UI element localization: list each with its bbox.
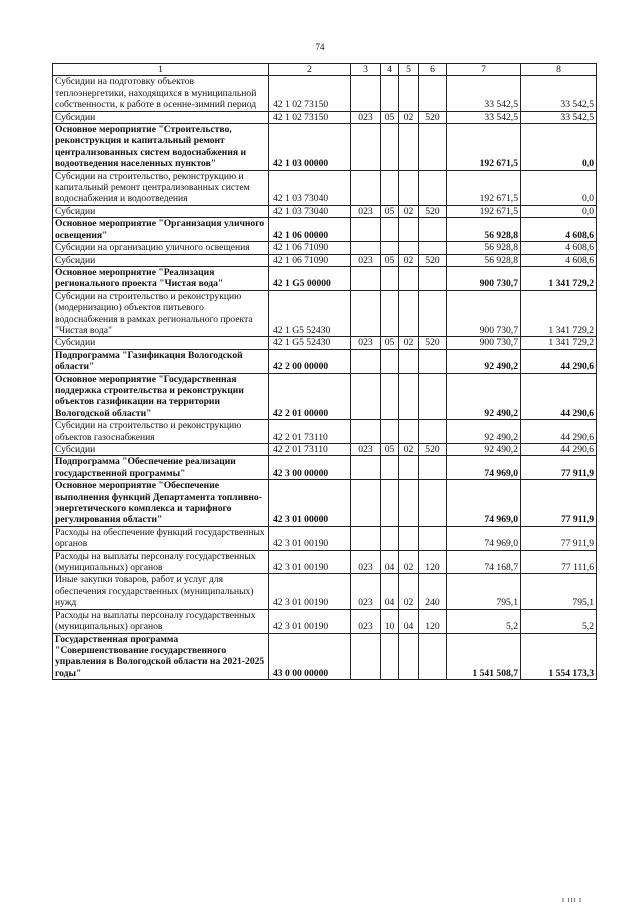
- row-section: 05: [381, 205, 399, 217]
- row-sum-2021: 192 671,5: [447, 124, 521, 171]
- row-section: [381, 290, 399, 337]
- row-grbs: 023: [351, 111, 381, 123]
- row-sum-2022: 44 290,6: [521, 420, 597, 444]
- row-expense-type: 520: [419, 254, 447, 266]
- row-grbs: 023: [351, 444, 381, 456]
- row-expense-type: [419, 633, 447, 680]
- row-grbs: [351, 349, 381, 373]
- row-sum-2021: 74 168,7: [447, 550, 521, 574]
- row-name: Подпрограмма "Обеспечение реализации государственной программы": [53, 456, 269, 480]
- row-grbs: [351, 373, 381, 420]
- row-expense-type: [419, 170, 447, 205]
- row-name: Основное мероприятие "Реализация регионального проекта "Чистая вода": [53, 266, 269, 290]
- row-grbs: 023: [351, 609, 381, 633]
- row-name: Иные закупки товаров, работ и услуг для обеспечения государственных (муниципальных) нужд: [53, 574, 269, 609]
- row-name: Субсидии на подготовку объектов теплоэнергетики, находящихся в муниципальной собственности, к работе в осенне-зимний период: [53, 76, 269, 111]
- row-name: Субсидии: [53, 337, 269, 349]
- table-row: [53, 633, 597, 680]
- table-row: [53, 480, 597, 527]
- row-code: 42 1 G5 52430: [269, 337, 351, 349]
- row-section: [381, 349, 399, 373]
- row-code: 42 2 01 73110: [269, 444, 351, 456]
- row-subsection: [399, 76, 419, 111]
- row-subsection: [399, 349, 419, 373]
- row-code: 42 1 02 73150: [269, 111, 351, 123]
- row-sum-2022: 4 608,6: [521, 254, 597, 266]
- row-subsection: [399, 242, 419, 254]
- table-row: [53, 76, 597, 111]
- row-code: 42 1 06 00000: [269, 218, 351, 242]
- budget-table: [52, 63, 597, 680]
- row-expense-type: 120: [419, 550, 447, 574]
- row-code: 42 1 G5 52430: [269, 290, 351, 337]
- row-code: 42 1 02 73150: [269, 76, 351, 111]
- row-sum-2021: 74 969,0: [447, 456, 521, 480]
- row-sum-2021: 900 730,7: [447, 290, 521, 337]
- row-code: 42 3 00 00000: [269, 456, 351, 480]
- table-row: [53, 170, 597, 205]
- table-row: [53, 526, 597, 550]
- row-section: [381, 633, 399, 680]
- table-row: [53, 373, 597, 420]
- row-subsection: [399, 218, 419, 242]
- row-grbs: 023: [351, 254, 381, 266]
- row-subsection: [399, 373, 419, 420]
- row-expense-type: [419, 480, 447, 527]
- row-subsection: [399, 290, 419, 337]
- row-grbs: [351, 242, 381, 254]
- row-sum-2022: 4 608,6: [521, 218, 597, 242]
- row-sum-2022: 33 542,5: [521, 111, 597, 123]
- row-section: [381, 242, 399, 254]
- row-sum-2021: 74 969,0: [447, 480, 521, 527]
- footer-mark: I III I: [562, 898, 582, 904]
- row-section: [381, 170, 399, 205]
- row-sum-2022: 1 341 729,2: [521, 266, 597, 290]
- row-sum-2021: 33 542,5: [447, 111, 521, 123]
- row-expense-type: [419, 124, 447, 171]
- row-sum-2022: 1 554 173,3: [521, 633, 597, 680]
- row-code: 42 3 01 00190: [269, 574, 351, 609]
- row-expense-type: 520: [419, 111, 447, 123]
- row-subsection: 02: [399, 444, 419, 456]
- row-grbs: 023: [351, 574, 381, 609]
- row-subsection: 02: [399, 205, 419, 217]
- row-expense-type: [419, 266, 447, 290]
- row-code: 42 2 01 73110: [269, 420, 351, 444]
- header-cell: 7: [447, 64, 521, 76]
- row-name: Основное мероприятие "Обеспечение выполнения функций Департамента топливно-энергетического комплекса и тарифного регулирования области": [53, 480, 269, 527]
- row-subsection: 02: [399, 254, 419, 266]
- row-section: 05: [381, 444, 399, 456]
- row-grbs: [351, 266, 381, 290]
- row-sum-2021: 92 490,2: [447, 373, 521, 420]
- row-grbs: [351, 480, 381, 527]
- row-expense-type: [419, 76, 447, 111]
- row-sum-2022: 1 341 729,2: [521, 290, 597, 337]
- row-expense-type: 520: [419, 205, 447, 217]
- row-grbs: 023: [351, 337, 381, 349]
- row-section: 04: [381, 574, 399, 609]
- row-subsection: 02: [399, 111, 419, 123]
- row-subsection: [399, 633, 419, 680]
- header-row: [53, 64, 597, 76]
- row-expense-type: [419, 526, 447, 550]
- row-sum-2021: 33 542,5: [447, 76, 521, 111]
- row-name: Субсидии: [53, 254, 269, 266]
- row-grbs: [351, 633, 381, 680]
- header-cell: 2: [269, 64, 351, 76]
- row-grbs: [351, 218, 381, 242]
- row-subsection: [399, 266, 419, 290]
- row-section: [381, 218, 399, 242]
- row-code: 43 0 00 00000: [269, 633, 351, 680]
- row-expense-type: 520: [419, 444, 447, 456]
- row-subsection: [399, 456, 419, 480]
- row-grbs: 023: [351, 205, 381, 217]
- row-name: Основное мероприятие "Государственная поддержка строительства и реконструкции объектов газификации на территории Вологодской области": [53, 373, 269, 420]
- row-section: 04: [381, 550, 399, 574]
- row-sum-2022: 0,0: [521, 124, 597, 171]
- row-sum-2021: 74 969,0: [447, 526, 521, 550]
- row-section: [381, 76, 399, 111]
- table-row: [53, 550, 597, 574]
- row-name: Субсидии на строительство и реконструкцию объектов газоснабжения: [53, 420, 269, 444]
- row-sum-2021: 900 730,7: [447, 337, 521, 349]
- row-section: [381, 420, 399, 444]
- row-name: Расходы на выплаты персоналу государственных (муниципальных) органов: [53, 550, 269, 574]
- row-name: Государственная программа "Совершенствование государственного управления в Вологодской области на 2021-2025 годы": [53, 633, 269, 680]
- header-cell: 4: [381, 64, 399, 76]
- row-sum-2021: 192 671,5: [447, 205, 521, 217]
- row-expense-type: 120: [419, 609, 447, 633]
- row-subsection: 02: [399, 550, 419, 574]
- table-body: [53, 76, 597, 680]
- row-sum-2022: 77 911,9: [521, 480, 597, 527]
- row-sum-2021: 92 490,2: [447, 420, 521, 444]
- row-name: Субсидии: [53, 205, 269, 217]
- row-expense-type: [419, 242, 447, 254]
- row-expense-type: [419, 290, 447, 337]
- row-expense-type: [419, 373, 447, 420]
- row-sum-2021: 900 730,7: [447, 266, 521, 290]
- row-sum-2021: 56 928,8: [447, 242, 521, 254]
- row-name: Подпрограмма "Газификация Вологодской области": [53, 349, 269, 373]
- row-sum-2022: 4 608,6: [521, 242, 597, 254]
- row-name: Основное мероприятие "Строительство, реконструкция и капитальный ремонт централизованных систем водоснабжения и водоотведения населенных пунктов": [53, 124, 269, 171]
- table-row: [53, 420, 597, 444]
- table-row: [53, 444, 597, 456]
- row-code: 42 1 G5 00000: [269, 266, 351, 290]
- row-grbs: [351, 290, 381, 337]
- row-sum-2021: 192 671,5: [447, 170, 521, 205]
- row-code: 42 3 01 00190: [269, 550, 351, 574]
- row-sum-2022: 33 542,5: [521, 76, 597, 111]
- row-sum-2022: 0,0: [521, 205, 597, 217]
- row-section: 05: [381, 254, 399, 266]
- table-row: [53, 349, 597, 373]
- header-cell: 8: [521, 64, 597, 76]
- row-section: [381, 480, 399, 527]
- row-sum-2022: 44 290,6: [521, 444, 597, 456]
- row-sum-2022: 1 341 729,2: [521, 337, 597, 349]
- row-subsection: 02: [399, 337, 419, 349]
- table-row: [53, 111, 597, 123]
- row-sum-2022: 44 290,6: [521, 373, 597, 420]
- table-row: [53, 124, 597, 171]
- row-section: [381, 456, 399, 480]
- row-sum-2021: 92 490,2: [447, 444, 521, 456]
- row-expense-type: [419, 456, 447, 480]
- table-row: [53, 574, 597, 609]
- row-sum-2022: 795,1: [521, 574, 597, 609]
- row-expense-type: [419, 420, 447, 444]
- row-sum-2021: 5,2: [447, 609, 521, 633]
- row-section: [381, 373, 399, 420]
- row-section: 10: [381, 609, 399, 633]
- row-subsection: 04: [399, 609, 419, 633]
- table-row: [53, 609, 597, 633]
- row-expense-type: 240: [419, 574, 447, 609]
- row-name: Субсидии на строительство и реконструкцию (модернизацию) объектов питьевого водоснабжения в рамках регионального проекта "Чистая вода": [53, 290, 269, 337]
- table-row: [53, 242, 597, 254]
- row-grbs: [351, 526, 381, 550]
- row-name: Основное мероприятие "Организация уличного освещения": [53, 218, 269, 242]
- row-code: 42 3 01 00000: [269, 480, 351, 527]
- header-cell: 5: [399, 64, 419, 76]
- row-sum-2021: 56 928,8: [447, 218, 521, 242]
- row-expense-type: 520: [419, 337, 447, 349]
- row-subsection: [399, 124, 419, 171]
- row-subsection: [399, 526, 419, 550]
- table-row: [53, 337, 597, 349]
- table-row: [53, 456, 597, 480]
- row-name: Субсидии на строительство, реконструкцию и капитальный ремонт централизованных систем водоснабжения и водоотведения: [53, 170, 269, 205]
- row-code: 42 3 01 00190: [269, 526, 351, 550]
- row-grbs: 023: [351, 550, 381, 574]
- row-sum-2021: 92 490,2: [447, 349, 521, 373]
- row-grbs: [351, 76, 381, 111]
- header-cell: 6: [419, 64, 447, 76]
- row-subsection: 02: [399, 574, 419, 609]
- row-name: Субсидии: [53, 111, 269, 123]
- table-row: [53, 218, 597, 242]
- header-cell: 1: [53, 64, 269, 76]
- row-sum-2022: 77 911,9: [521, 526, 597, 550]
- row-sum-2022: 0,0: [521, 170, 597, 205]
- row-code: 42 2 01 00000: [269, 373, 351, 420]
- table-row: [53, 254, 597, 266]
- table-row: [53, 205, 597, 217]
- row-expense-type: [419, 218, 447, 242]
- row-section: 05: [381, 111, 399, 123]
- row-code: 42 1 06 71090: [269, 242, 351, 254]
- row-section: 05: [381, 337, 399, 349]
- row-grbs: [351, 124, 381, 171]
- row-name: Субсидии на организацию уличного освещения: [53, 242, 269, 254]
- row-sum-2022: 5,2: [521, 609, 597, 633]
- row-expense-type: [419, 349, 447, 373]
- table-row: [53, 266, 597, 290]
- row-sum-2021: 56 928,8: [447, 254, 521, 266]
- row-code: 42 1 03 73040: [269, 170, 351, 205]
- row-code: 42 2 00 00000: [269, 349, 351, 373]
- table-row: [53, 290, 597, 337]
- page-number: 74: [315, 42, 325, 52]
- header-cell: 3: [351, 64, 381, 76]
- row-subsection: [399, 480, 419, 527]
- row-subsection: [399, 170, 419, 205]
- row-sum-2021: 795,1: [447, 574, 521, 609]
- row-sum-2022: 77 911,9: [521, 456, 597, 480]
- row-code: 42 1 03 00000: [269, 124, 351, 171]
- row-code: 42 1 06 71090: [269, 254, 351, 266]
- row-name: Расходы на выплаты персоналу государственных (муниципальных) органов: [53, 609, 269, 633]
- row-section: [381, 526, 399, 550]
- row-sum-2022: 77 111,6: [521, 550, 597, 574]
- row-code: 42 1 03 73040: [269, 205, 351, 217]
- row-sum-2022: 44 290,6: [521, 349, 597, 373]
- row-code: 42 3 01 00190: [269, 609, 351, 633]
- row-grbs: [351, 456, 381, 480]
- row-grbs: [351, 170, 381, 205]
- row-section: [381, 266, 399, 290]
- row-section: [381, 124, 399, 171]
- row-name: Субсидии: [53, 444, 269, 456]
- row-name: Расходы на обеспечение функций государственных органов: [53, 526, 269, 550]
- row-sum-2021: 1 541 508,7: [447, 633, 521, 680]
- row-grbs: [351, 420, 381, 444]
- row-subsection: [399, 420, 419, 444]
